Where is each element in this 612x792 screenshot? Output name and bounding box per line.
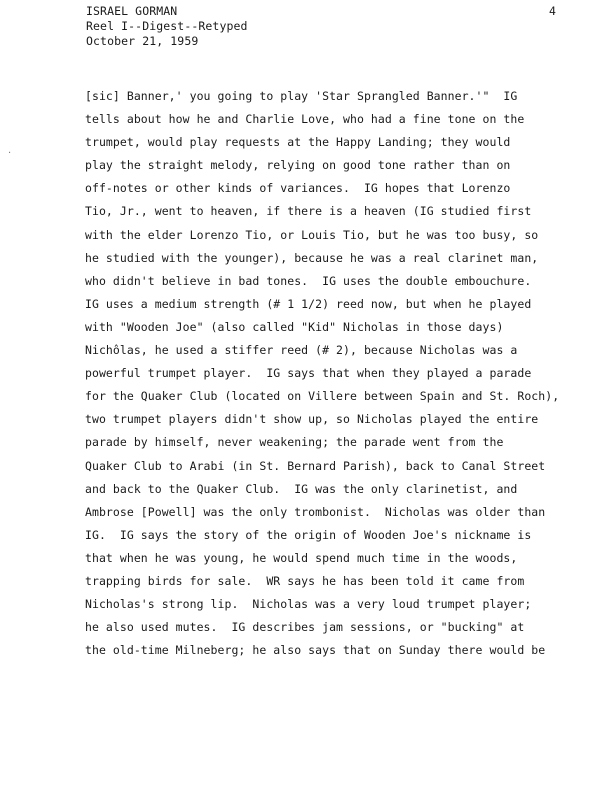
body-line: Nichôlas, he used a stiffer reed (# 2), because Nicholas was a (85, 343, 518, 358)
body-line: Nicholas's strong lip. Nicholas was a very loud trumpet player; (85, 597, 532, 612)
header-interviewee: ISRAEL GORMAN (86, 4, 178, 18)
body-line: he also used mutes. IG describes jam sessions, or "bucking" at (85, 620, 525, 635)
header-reel: Reel I--Digest--Retyped (86, 19, 248, 33)
header-date: October 21, 1959 (86, 34, 199, 48)
body-line: the old-time Milneberg; he also says that on Sunday there would be (85, 643, 546, 658)
body-line: trumpet, would play requests at the Happy Landing; they would (85, 135, 511, 150)
body-line: for the Quaker Club (located on Villere between Spain and St. Roch), (85, 389, 560, 404)
body-line: [sic] Banner,' you going to play 'Star Sprangled Banner.'" IG (85, 89, 518, 103)
body-line: he studied with the younger), because he was a real clarinet man, (85, 250, 539, 265)
body-line: play the straight melody, relying on good tone rather than on (85, 158, 511, 173)
body-line: IG. IG says the story of the origin of Wooden Joe's nickname is (85, 527, 532, 542)
body-line: with the elder Lorenzo Tio, or Louis Tio, but he was too busy, so (85, 227, 539, 242)
document-header (86, 4, 248, 49)
body-line: that when he was young, he would spend much time in the woods, (85, 550, 518, 565)
body-line: tells about how he and Charlie Love, who had a fine tone on the (85, 112, 525, 127)
body-line: off-notes or other kinds of variances. IG hopes that Lorenzo (85, 181, 511, 196)
body-line: and back to the Quaker Club. IG was the only clarinetist, and (85, 481, 518, 496)
body-line: IG uses a medium strength (# 1 1/2) reed now, but when he played (85, 296, 532, 311)
page-number: 4 (549, 4, 556, 18)
body-line: with "Wooden Joe" (also called "Kid" Nicholas in those days) (85, 319, 504, 334)
body-line: parade by himself, never weakening; the parade went from the (85, 435, 504, 450)
body-text (85, 85, 595, 662)
body-line: trapping birds for sale. WR says he has been told it came from (85, 573, 525, 588)
body-line: who didn't believe in bad tones. IG uses the double embouchure. (85, 273, 532, 288)
body-line: Tio, Jr., went to heaven, if there is a heaven (IG studied first (85, 204, 532, 219)
body-line: Quaker Club to Arabi (in St. Bernard Parish), back to Canal Street (85, 458, 546, 473)
margin-mark: · (8, 148, 12, 159)
body-line: two trumpet players didn't show up, so Nicholas played the entire (85, 412, 539, 427)
body-line: powerful trumpet player. IG says that when they played a parade (85, 366, 532, 381)
body-line: Ambrose [Powell] was the only trombonist. Nicholas was older than (85, 504, 546, 519)
